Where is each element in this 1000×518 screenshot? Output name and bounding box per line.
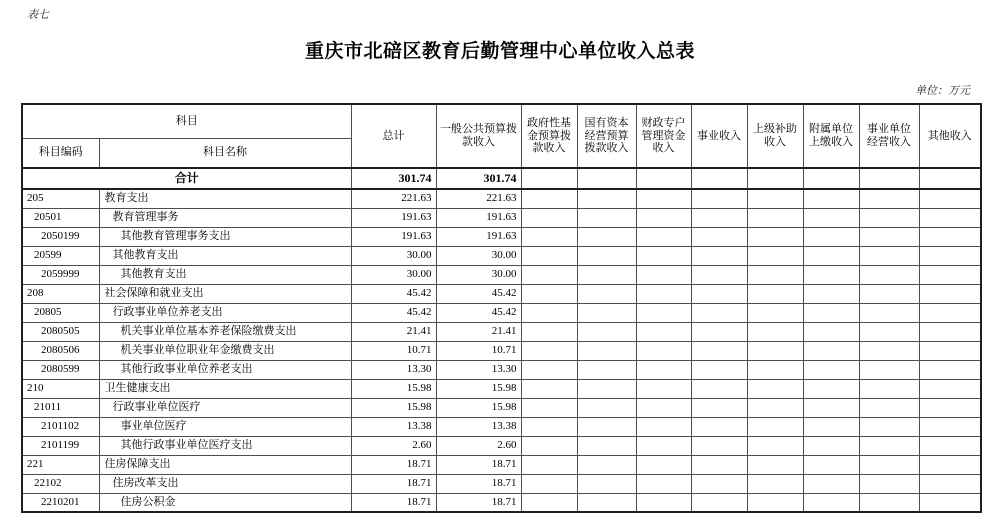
subject-code-cell: 205 [22,189,99,208]
value-cell [577,379,636,398]
column-header: 总计 [351,104,436,168]
subject-name-cell: 其他行政事业单位医疗支出 [99,436,351,455]
value-cell [577,493,636,512]
value-cell: 191.63 [351,227,436,246]
value-cell: 15.98 [351,398,436,417]
value-cell [577,436,636,455]
value-cell: 221.63 [351,189,436,208]
value-cell: 2.60 [351,436,436,455]
value-cell: 30.00 [436,265,521,284]
subject-name-header: 科目名称 [99,138,351,168]
value-cell: 221.63 [436,189,521,208]
value-cell: 15.98 [351,379,436,398]
subject-name-cell: 卫生健康支出 [99,379,351,398]
value-cell [859,284,919,303]
value-cell: 10.71 [351,341,436,360]
value-cell [636,227,691,246]
value-cell [636,265,691,284]
value-cell: 45.42 [436,303,521,322]
value-cell [919,303,981,322]
value-cell: 30.00 [351,246,436,265]
value-cell [803,322,859,341]
value-cell: 191.63 [351,208,436,227]
value-cell [521,436,577,455]
value-cell: 18.71 [351,455,436,474]
value-cell: 10.71 [436,341,521,360]
value-cell [577,417,636,436]
subject-name-cell: 住房公积金 [99,493,351,512]
value-cell [919,341,981,360]
value-cell [919,246,981,265]
value-cell [636,379,691,398]
page-title: 重庆市北碚区教育后勤管理中心单位收入总表 [304,41,695,62]
value-cell [803,208,859,227]
value-cell [521,417,577,436]
total-row [22,168,981,189]
value-cell [859,265,919,284]
value-cell [747,189,803,208]
value-cell [691,189,747,208]
total-value-cell [521,168,577,189]
value-cell [577,322,636,341]
column-header: 财政专户管理资金收入 [636,104,691,168]
value-cell [577,474,636,493]
value-cell [919,227,981,246]
subject-code-cell: 2080599 [22,360,99,379]
value-cell [521,322,577,341]
value-cell [803,189,859,208]
table-row [22,436,981,455]
value-cell [521,474,577,493]
value-cell [691,417,747,436]
value-cell [577,360,636,379]
value-cell [859,189,919,208]
value-cell: 21.41 [436,322,521,341]
total-value-cell: 301.74 [436,168,521,189]
table-row [22,284,981,303]
value-cell [691,360,747,379]
value-cell [803,474,859,493]
value-cell [691,493,747,512]
subject-code-cell: 2210201 [22,493,99,512]
sheet-label: 表七 [27,9,49,21]
subject-name-cell: 其他行政事业单位养老支出 [99,360,351,379]
value-cell: 191.63 [436,208,521,227]
value-cell [636,474,691,493]
column-header: 一般公共预算拨款收入 [436,104,521,168]
subject-code-cell: 22102 [22,474,99,493]
value-cell [691,284,747,303]
table-row [22,360,981,379]
value-cell [636,341,691,360]
value-cell [919,360,981,379]
value-cell [803,436,859,455]
subject-name-cell: 教育支出 [99,189,351,208]
total-value-cell [636,168,691,189]
value-cell [747,436,803,455]
value-cell [636,493,691,512]
subject-name-cell: 行政事业单位养老支出 [99,303,351,322]
value-cell [521,246,577,265]
value-cell: 21.41 [351,322,436,341]
subject-code-cell: 210 [22,379,99,398]
table-row [22,246,981,265]
income-summary-table [21,103,982,513]
value-cell [919,493,981,512]
value-cell [859,322,919,341]
column-header: 政府性基金预算拨款收入 [521,104,577,168]
value-cell [521,379,577,398]
column-header: 国有资本经营预算拨款收入 [577,104,636,168]
total-value-cell [691,168,747,189]
value-cell [859,246,919,265]
table-row [22,303,981,322]
subject-name-cell: 机关事业单位基本养老保险缴费支出 [99,322,351,341]
value-cell [521,360,577,379]
value-cell [919,284,981,303]
table-row [22,398,981,417]
value-cell [636,208,691,227]
value-cell [747,265,803,284]
value-cell [521,493,577,512]
table-body [22,168,981,512]
value-cell [521,227,577,246]
value-cell [919,398,981,417]
value-cell [803,417,859,436]
value-cell [577,208,636,227]
subject-code-header: 科目编码 [22,138,99,168]
value-cell [859,474,919,493]
value-cell [919,189,981,208]
value-cell [747,246,803,265]
table-row [22,379,981,398]
value-cell [691,474,747,493]
subject-code-cell: 20599 [22,246,99,265]
total-value-cell [577,168,636,189]
total-value-cell [803,168,859,189]
value-cell [803,284,859,303]
subject-code-cell: 21011 [22,398,99,417]
subject-name-cell: 其他教育支出 [99,246,351,265]
value-cell [636,360,691,379]
value-cell [747,322,803,341]
value-cell [803,379,859,398]
table-row [22,493,981,512]
value-cell: 18.71 [351,493,436,512]
column-header: 上级补助收入 [747,104,803,168]
value-cell [636,303,691,322]
value-cell [577,265,636,284]
value-cell [521,208,577,227]
value-cell [636,417,691,436]
value-cell [577,303,636,322]
value-cell [577,284,636,303]
subject-group-header: 科目 [22,104,351,138]
value-cell [691,322,747,341]
value-cell [747,227,803,246]
value-cell [636,398,691,417]
value-cell: 191.63 [436,227,521,246]
value-cell [691,265,747,284]
value-cell [747,379,803,398]
value-cell [803,455,859,474]
table-row [22,208,981,227]
value-cell: 18.71 [436,455,521,474]
subject-code-cell: 20805 [22,303,99,322]
value-cell [747,493,803,512]
value-cell: 18.71 [436,474,521,493]
table-row [22,265,981,284]
value-cell [577,227,636,246]
value-cell [747,208,803,227]
total-row-label: 合计 [22,168,351,189]
value-cell [577,455,636,474]
value-cell [859,417,919,436]
value-cell [577,341,636,360]
value-cell [919,436,981,455]
value-cell [636,284,691,303]
table-row [22,189,981,208]
table-row [22,474,981,493]
value-cell: 13.30 [351,360,436,379]
value-cell [521,303,577,322]
value-cell [747,303,803,322]
value-cell [747,398,803,417]
value-cell [919,474,981,493]
value-cell [859,379,919,398]
value-cell [803,246,859,265]
value-cell [691,436,747,455]
subject-name-cell: 机关事业单位职业年金缴费支出 [99,341,351,360]
value-cell [691,455,747,474]
subject-code-cell: 221 [22,455,99,474]
value-cell [859,303,919,322]
value-cell [919,455,981,474]
subject-name-cell: 住房保障支出 [99,455,351,474]
subject-code-cell: 2101102 [22,417,99,436]
value-cell: 45.42 [351,284,436,303]
total-value-cell [919,168,981,189]
value-cell [859,493,919,512]
value-cell: 18.71 [351,474,436,493]
value-cell [803,341,859,360]
value-cell [521,398,577,417]
value-cell [577,246,636,265]
value-cell [636,246,691,265]
total-value-cell [859,168,919,189]
value-cell [803,360,859,379]
value-cell [803,265,859,284]
subject-name-cell: 其他教育管理事务支出 [99,227,351,246]
value-cell: 13.38 [436,417,521,436]
value-cell [803,227,859,246]
value-cell [691,379,747,398]
value-cell: 45.42 [436,284,521,303]
subject-code-cell: 20501 [22,208,99,227]
value-cell [691,398,747,417]
value-cell [636,455,691,474]
value-cell [747,417,803,436]
table-row [22,455,981,474]
value-cell [521,189,577,208]
value-cell [919,379,981,398]
value-cell: 2.60 [436,436,521,455]
value-cell: 13.38 [351,417,436,436]
column-header: 事业单位经营收入 [859,104,919,168]
table-row [22,417,981,436]
value-cell [636,189,691,208]
unit-note: 单位：万元 [915,85,970,97]
value-cell [859,208,919,227]
subject-name-cell: 教育管理事务 [99,208,351,227]
subject-code-cell: 2059999 [22,265,99,284]
value-cell [747,341,803,360]
value-cell [747,474,803,493]
value-cell [747,360,803,379]
value-cell [577,398,636,417]
value-cell: 30.00 [351,265,436,284]
column-header: 附属单位上缴收入 [803,104,859,168]
value-cell [859,341,919,360]
subject-code-cell: 2080506 [22,341,99,360]
column-header: 事业收入 [691,104,747,168]
value-cell [691,303,747,322]
value-cell: 13.30 [436,360,521,379]
value-cell [691,341,747,360]
value-cell [636,322,691,341]
value-cell [691,227,747,246]
value-cell [919,265,981,284]
value-cell [747,455,803,474]
value-cell [577,189,636,208]
subject-name-cell: 事业单位医疗 [99,417,351,436]
value-cell [919,417,981,436]
value-cell [859,227,919,246]
value-cell: 30.00 [436,246,521,265]
subject-code-cell: 208 [22,284,99,303]
table-row [22,341,981,360]
table-row [22,322,981,341]
subject-code-cell: 2101199 [22,436,99,455]
value-cell [919,322,981,341]
value-cell [636,436,691,455]
subject-name-cell: 行政事业单位医疗 [99,398,351,417]
value-cell [859,436,919,455]
value-cell [521,455,577,474]
subject-name-cell: 其他教育支出 [99,265,351,284]
value-cell [859,455,919,474]
column-header: 其他收入 [919,104,981,168]
value-cell [803,303,859,322]
value-cell [521,265,577,284]
total-value-cell [747,168,803,189]
subject-name-cell: 住房改革支出 [99,474,351,493]
value-cell [803,398,859,417]
value-cell [859,398,919,417]
header-row-top [22,104,981,138]
value-cell [919,208,981,227]
subject-code-cell: 2050199 [22,227,99,246]
value-cell [691,208,747,227]
subject-name-cell: 社会保障和就业支出 [99,284,351,303]
value-cell [521,341,577,360]
value-cell [747,284,803,303]
table-row [22,227,981,246]
value-cell: 15.98 [436,379,521,398]
total-value-cell: 301.74 [351,168,436,189]
value-cell: 18.71 [436,493,521,512]
value-cell [521,284,577,303]
value-cell [691,246,747,265]
value-cell [859,360,919,379]
value-cell [803,493,859,512]
subject-code-cell: 2080505 [22,322,99,341]
value-cell: 15.98 [436,398,521,417]
value-cell: 45.42 [351,303,436,322]
